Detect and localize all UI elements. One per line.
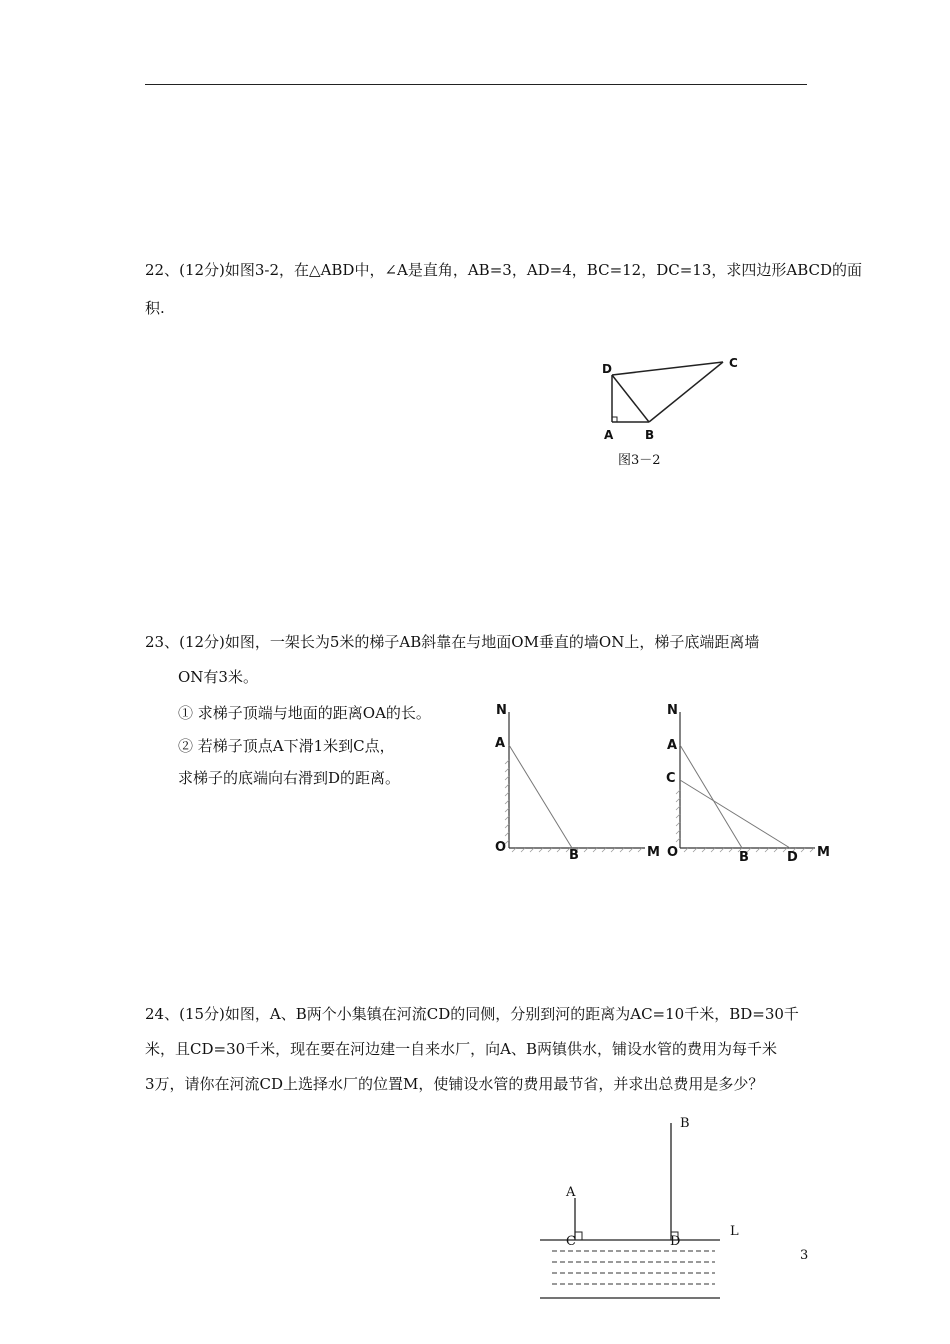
q24-figure: [530, 1115, 730, 1315]
q24-line3: 3万，请你在河流CD上选择水厂的位置M，使铺设水管的费用最节省，并求出总费用是多少？: [145, 1075, 764, 1093]
wall-hatch-mark: [505, 832, 509, 836]
q23r-label-c: C: [666, 771, 676, 786]
q23l-label-n: N: [496, 703, 507, 718]
wall-hatch-mark: [505, 816, 509, 820]
wall-hatch-mark: [505, 800, 509, 804]
wall-hatch-mark: [505, 768, 509, 772]
q23-line2: ON有3米。: [178, 668, 258, 686]
q23-line1: 23、(12分)如图，一架长为5米的梯子AB斜靠在与地面OM垂直的墙ON上，梯子底端距离墙: [145, 633, 760, 651]
q23r-label-a: A: [667, 738, 678, 753]
header-rule: [145, 84, 807, 85]
wall-hatch-mark: [505, 784, 509, 788]
q23l-label-o: O: [495, 840, 507, 855]
q23l-label-a: A: [495, 736, 506, 751]
q23-sub3: 求梯子的底端向右滑到D的距离。: [178, 769, 401, 787]
q24-line2: 米，且CD=30千米，现在要在河边建一自来水厂，向A、B两镇供水，铺设水管的费用为每千米: [145, 1040, 778, 1058]
q23l-label-m: M: [647, 845, 660, 860]
q23r-label-m: M: [817, 845, 830, 860]
q24-label-c: C: [566, 1234, 576, 1249]
q24-label-b: B: [680, 1116, 690, 1131]
q23-sub2: ② 若梯子顶点A下滑1米到C点，: [178, 737, 395, 755]
q22-line2: 积.: [145, 299, 165, 317]
q22-label-b: B: [645, 428, 655, 442]
wall-hatch-mark: [505, 824, 509, 828]
q22-label-c: C: [729, 356, 738, 370]
q23r-label-o: O: [667, 845, 679, 860]
q22-caption: 图3－2: [618, 453, 661, 468]
q23r-label-n: N: [667, 703, 678, 718]
wall-hatch-mark: [505, 792, 509, 796]
q23l-label-b: B: [569, 848, 579, 863]
q24-label-l: L: [730, 1224, 739, 1239]
q23r-label-b: B: [739, 850, 749, 865]
q23r-label-d: D: [787, 850, 798, 865]
q24-label-d: D: [670, 1234, 681, 1249]
wall-hatch-mark: [505, 776, 509, 780]
page-number: 3: [800, 1248, 809, 1263]
q24-line1: 24、(15分)如图，A、B两个小集镇在河流CD的同侧，分别到河的距离为AC=10千米，BD=30千: [145, 1005, 799, 1023]
q22-label-d: D: [602, 362, 612, 376]
q24-label-a: A: [566, 1185, 576, 1200]
q23-figure-left: [490, 700, 660, 870]
q23-figure-right: [660, 700, 830, 870]
q22-label-a: A: [604, 428, 614, 442]
wall-hatch-mark: [505, 760, 509, 764]
q22-line1: 22、(12分)如图3-2，在△ABD中，∠A是直角，AB=3，AD=4，BC=12，DC=13，求四边形ABCD的面: [145, 261, 863, 279]
wall-hatch-mark: [505, 808, 509, 812]
q23-sub1: ① 求梯子顶端与地面的距离OA的长。: [178, 704, 431, 722]
